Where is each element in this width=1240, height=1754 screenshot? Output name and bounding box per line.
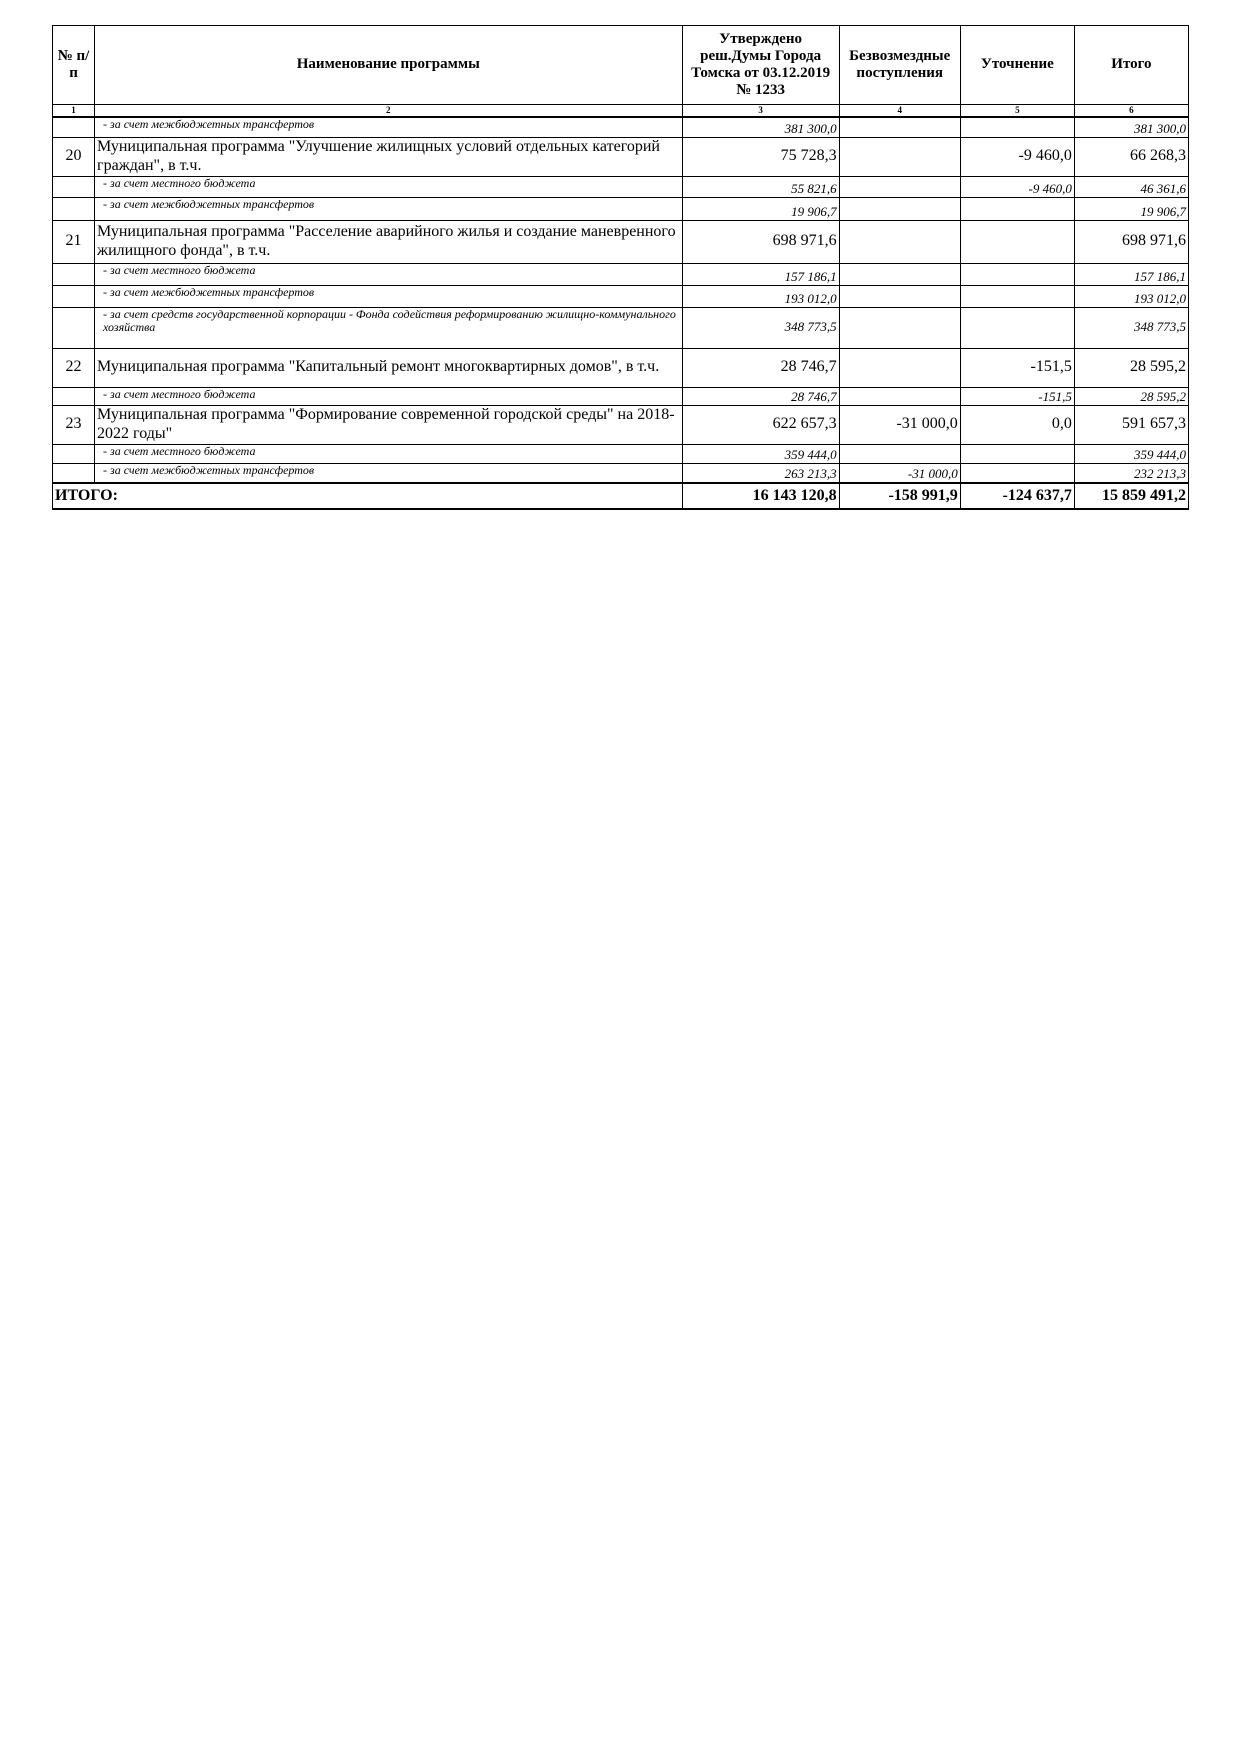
- row-approved: 359 444,0: [682, 444, 839, 463]
- row-adjustment: [960, 307, 1074, 348]
- row-num: [53, 387, 95, 405]
- column-number: 2: [95, 105, 683, 118]
- row-total: 28 595,2: [1074, 348, 1188, 387]
- row-approved: 55 821,6: [682, 176, 839, 197]
- row-name: - за счет местного бюджета: [95, 444, 683, 463]
- total-total: 15 859 491,2: [1074, 483, 1188, 509]
- row-num: [53, 197, 95, 220]
- row-adjustment: 0,0: [960, 405, 1074, 444]
- table-row: [53, 285, 1189, 307]
- row-grants: [839, 263, 960, 285]
- row-name: Муниципальная программа "Капитальный ремонт многоквартирных домов", в т.ч.: [95, 348, 683, 387]
- row-grants: [839, 387, 960, 405]
- row-num: [53, 285, 95, 307]
- header-adjustment: Уточнение: [960, 26, 1074, 105]
- row-approved: 348 773,5: [682, 307, 839, 348]
- total-adjustment: -124 637,7: [960, 483, 1074, 509]
- row-grants: [839, 137, 960, 176]
- row-total: 698 971,6: [1074, 220, 1188, 263]
- row-grants: [839, 176, 960, 197]
- row-name: Муниципальная программа "Улучшение жилищных условий отдельных категорий граждан", в т.ч.: [95, 137, 683, 176]
- row-name: - за счет местного бюджета: [95, 176, 683, 197]
- row-num: [53, 463, 95, 483]
- row-approved: 75 728,3: [682, 137, 839, 176]
- table-row: [53, 307, 1189, 348]
- total-approved: 16 143 120,8: [682, 483, 839, 509]
- row-grants: [839, 307, 960, 348]
- table-row: [53, 176, 1189, 197]
- row-num: [53, 176, 95, 197]
- column-number: 1: [53, 105, 95, 118]
- row-total: 591 657,3: [1074, 405, 1188, 444]
- row-adjustment: [960, 263, 1074, 285]
- column-number: 3: [682, 105, 839, 118]
- row-num: [53, 307, 95, 348]
- column-number: 6: [1074, 105, 1188, 118]
- header-total: Итого: [1074, 26, 1188, 105]
- row-grants: -31 000,0: [839, 405, 960, 444]
- table-row: [53, 444, 1189, 463]
- table-row: [53, 348, 1189, 387]
- row-grants: [839, 348, 960, 387]
- row-approved: 622 657,3: [682, 405, 839, 444]
- row-num: [53, 263, 95, 285]
- row-adjustment: [960, 117, 1074, 137]
- table-row: [53, 220, 1189, 263]
- row-total: 232 213,3: [1074, 463, 1188, 483]
- row-adjustment: -9 460,0: [960, 137, 1074, 176]
- column-number: 4: [839, 105, 960, 118]
- header-program-name: Наименование программы: [95, 26, 683, 105]
- header-num: № п/п: [53, 26, 95, 105]
- row-approved: 28 746,7: [682, 348, 839, 387]
- table-row: [53, 137, 1189, 176]
- row-approved: 193 012,0: [682, 285, 839, 307]
- row-grants: [839, 285, 960, 307]
- row-name: Муниципальная программа "Расселение аварийного жилья и создание маневренного жилищного фонда", в т.ч.: [95, 220, 683, 263]
- row-name: - за счет средств государственной корпорации - Фонда содействия реформированию жилищно-коммунального хозяйства: [95, 307, 683, 348]
- row-name: - за счет межбюджетных трансфертов: [95, 463, 683, 483]
- table-row: [53, 463, 1189, 483]
- row-name: Муниципальная программа "Формирование современной городской среды" на 2018-2022 годы": [95, 405, 683, 444]
- row-total: 66 268,3: [1074, 137, 1188, 176]
- row-approved: 28 746,7: [682, 387, 839, 405]
- row-adjustment: -9 460,0: [960, 176, 1074, 197]
- table-row: [53, 197, 1189, 220]
- column-number: 5: [960, 105, 1074, 118]
- row-grants: [839, 197, 960, 220]
- table-row: [53, 263, 1189, 285]
- table-row: [53, 117, 1189, 137]
- table-row: [53, 387, 1189, 405]
- row-adjustment: -151,5: [960, 348, 1074, 387]
- total-label: ИТОГО:: [53, 483, 683, 509]
- row-total: 19 906,7: [1074, 197, 1188, 220]
- row-name: - за счет местного бюджета: [95, 387, 683, 405]
- row-total: 359 444,0: [1074, 444, 1188, 463]
- row-approved: 19 906,7: [682, 197, 839, 220]
- row-grants: -31 000,0: [839, 463, 960, 483]
- row-grants: [839, 117, 960, 137]
- row-name: - за счет межбюджетных трансфертов: [95, 285, 683, 307]
- column-numbers-row: [53, 105, 1189, 118]
- row-total: 193 012,0: [1074, 285, 1188, 307]
- row-num: [53, 444, 95, 463]
- row-approved: 381 300,0: [682, 117, 839, 137]
- row-total: 348 773,5: [1074, 307, 1188, 348]
- table-header-row: [53, 26, 1189, 105]
- row-adjustment: [960, 463, 1074, 483]
- row-approved: 698 971,6: [682, 220, 839, 263]
- header-grants: Безвозмездные поступления: [839, 26, 960, 105]
- row-adjustment: [960, 197, 1074, 220]
- row-num: 22: [53, 348, 95, 387]
- row-adjustment: [960, 444, 1074, 463]
- row-grants: [839, 444, 960, 463]
- row-approved: 263 213,3: [682, 463, 839, 483]
- row-total: 46 361,6: [1074, 176, 1188, 197]
- row-total: 381 300,0: [1074, 117, 1188, 137]
- row-total: 157 186,1: [1074, 263, 1188, 285]
- row-approved: 157 186,1: [682, 263, 839, 285]
- row-name: - за счет местного бюджета: [95, 263, 683, 285]
- header-approved: Утверждено реш.Думы Города Томска от 03.12.2019 № 1233: [682, 26, 839, 105]
- total-row: [53, 483, 1189, 509]
- row-num: 23: [53, 405, 95, 444]
- row-num: 21: [53, 220, 95, 263]
- table-row: [53, 405, 1189, 444]
- row-name: - за счет межбюджетных трансфертов: [95, 197, 683, 220]
- row-adjustment: -151,5: [960, 387, 1074, 405]
- total-grants: -158 991,9: [839, 483, 960, 509]
- budget-programs-table: [52, 25, 1189, 510]
- row-adjustment: [960, 285, 1074, 307]
- row-num: 20: [53, 137, 95, 176]
- row-num: [53, 117, 95, 137]
- row-name: - за счет межбюджетных трансфертов: [95, 117, 683, 137]
- row-adjustment: [960, 220, 1074, 263]
- row-grants: [839, 220, 960, 263]
- row-total: 28 595,2: [1074, 387, 1188, 405]
